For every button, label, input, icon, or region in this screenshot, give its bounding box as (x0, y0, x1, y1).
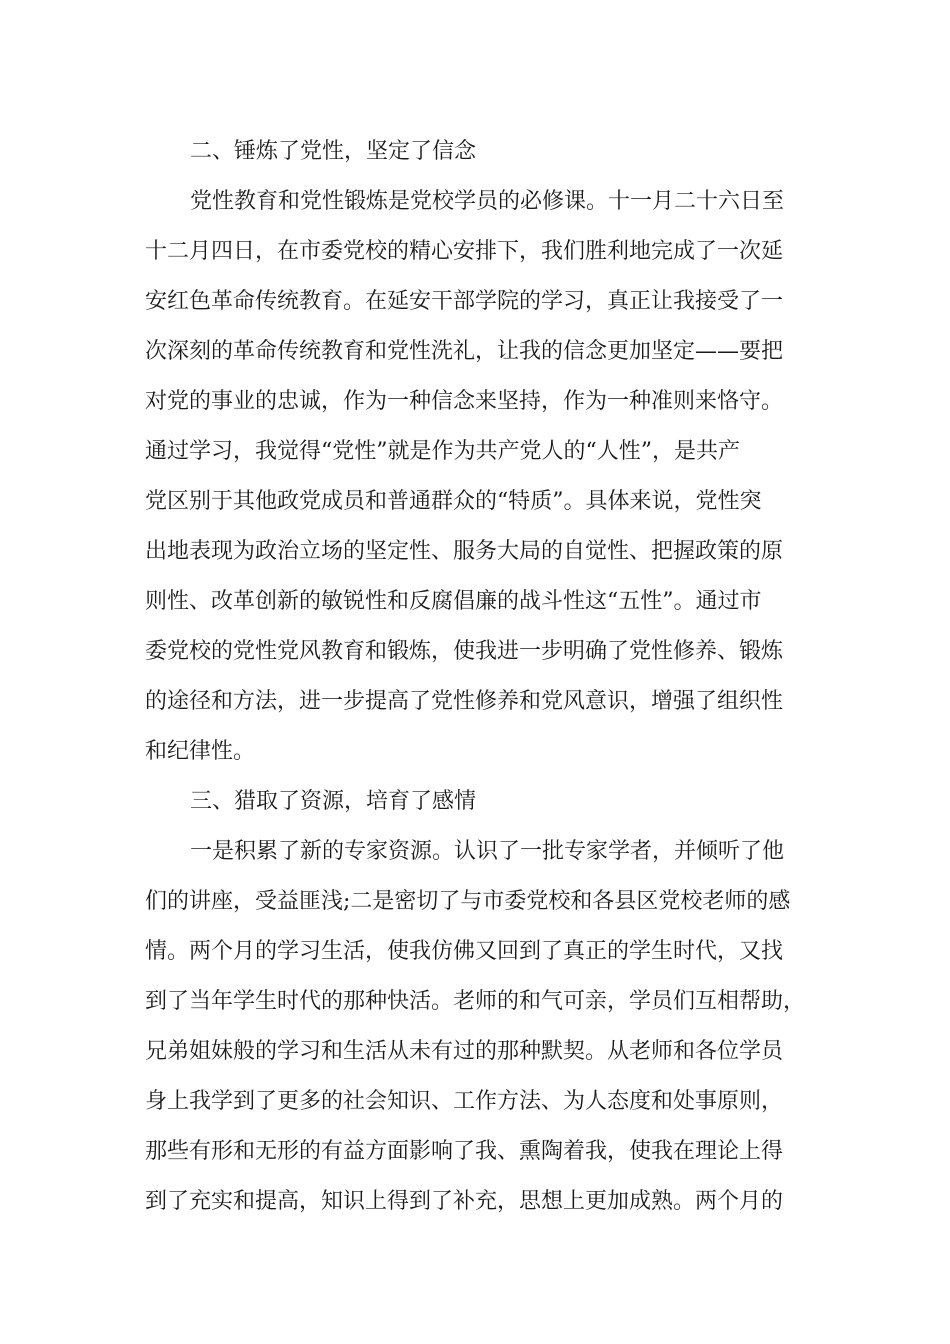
paragraph-line: 党区别于其他政党成员和普通群众的“特质”。具体来说，党性突 (145, 489, 762, 514)
paragraph-line: 到了充实和提高，知识上得到了补充，思想上更加成熟。两个月的 (145, 1189, 784, 1214)
paragraph-line: 们的讲座，受益匪浅;二是密切了与市委党校和各县区党校老师的感 (145, 889, 791, 914)
paragraph-line: 委党校的党性党风教育和锻炼，使我进一步明确了党性修养、锻炼 (145, 639, 784, 664)
paragraph-line: 和纪律性。 (145, 739, 256, 764)
paragraph-line: 安红色革命传统教育。在延安干部学院的学习，真正让我接受了一 (145, 289, 784, 314)
paragraph-line: 到了当年学生时代的那种快活。老师的和气可亲，学员们互相帮助， (145, 989, 806, 1014)
paragraph-line: 情。两个月的学习生活，使我仿佛又回到了真正的学生时代，又找 (145, 939, 784, 964)
paragraph-line: 十二月四日，在市委党校的精心安排下，我们胜利地完成了一次延 (145, 239, 784, 264)
paragraph-line: 对党的事业的忠诚，作为一种信念来坚持，作为一种准则来恪守。 (145, 389, 784, 414)
section-heading-3: 三、猎取了资源，培育了感情 (190, 789, 477, 814)
section-heading-2: 二、锤炼了党性，坚定了信念 (190, 139, 477, 164)
paragraph-line: 通过学习，我觉得“党性”就是作为共产党人的“人性”，是共产 (145, 439, 740, 464)
paragraph-line: 次深刻的革命传统教育和党性洗礼，让我的信念更加坚定——要把 (145, 339, 784, 364)
paragraph-line: 那些有形和无形的有益方面影响了我、熏陶着我，使我在理论上得 (145, 1139, 784, 1164)
paragraph-line: 则性、改革创新的敏锐性和反腐倡廉的战斗性这“五性”。通过市 (145, 589, 762, 614)
paragraph-line: 出地表现为政治立场的坚定性、服务大局的自觉性、把握政策的原 (145, 539, 784, 564)
paragraph-line: 兄弟姐妹般的学习和生活从未有过的那种默契。从老师和各位学员 (145, 1039, 784, 1064)
paragraph-line: 身上我学到了更多的社会知识、工作方法、为人态度和处事原则， (145, 1089, 784, 1114)
paragraph-line: 一是积累了新的专家资源。认识了一批专家学者，并倾听了他 (190, 839, 785, 864)
paragraph-line: 的途径和方法，进一步提高了党性修养和党风意识，增强了组织性 (145, 689, 784, 714)
paragraph-line: 党性教育和党性锻炼是党校学员的必修课。十一月二十六日至 (190, 189, 785, 214)
